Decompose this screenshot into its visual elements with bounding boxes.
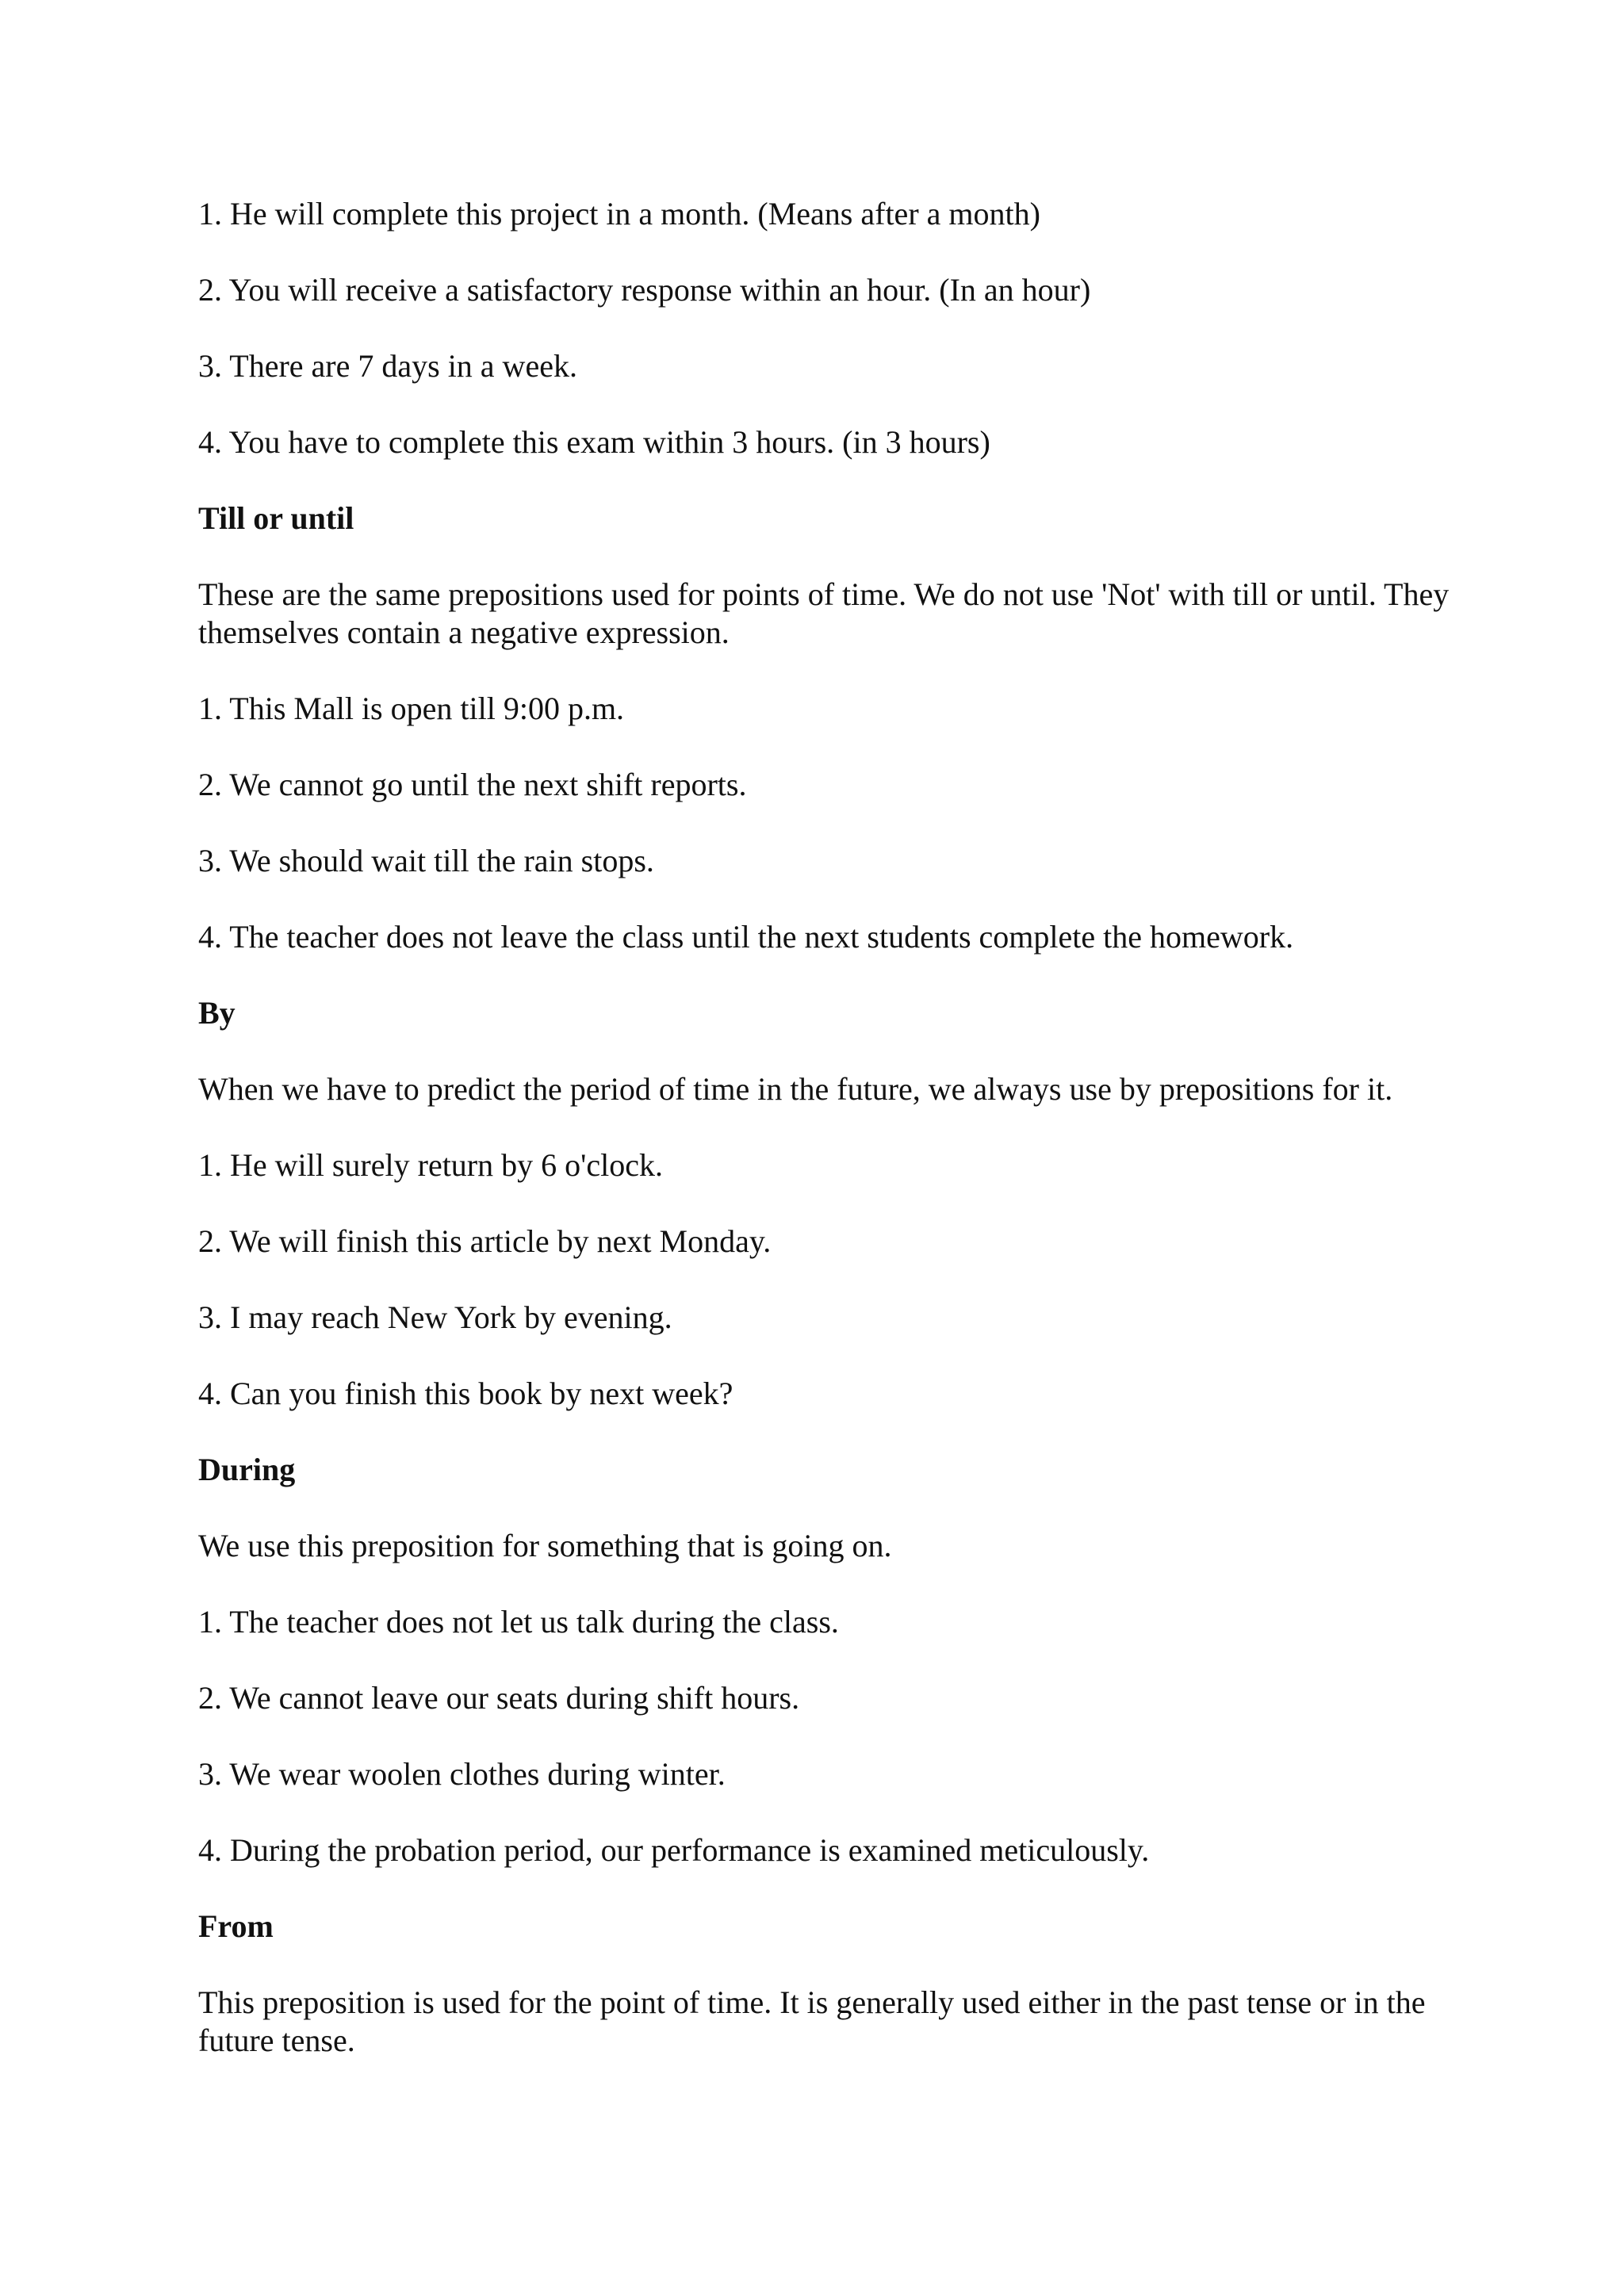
example-line: 1. He will complete this project in a month. (Means after a month): [198, 196, 1040, 232]
section-heading-till-or-until: Till or until: [198, 500, 354, 536]
example-line: 4. Can you finish this book by next week?: [198, 1376, 733, 1411]
example-line: 2. You will receive a satisfactory response within an hour. (In an hour): [198, 272, 1091, 308]
section-heading-from: From: [198, 1908, 274, 1944]
section-description: This preposition is used for the point of time. It is generally used either in the past tense or in the future tense.: [198, 1984, 1426, 2058]
example-line: 3. We should wait till the rain stops.: [198, 843, 654, 878]
example-line: 4. During the probation period, our performance is examined meticulously.: [198, 1832, 1150, 1868]
example-line: 2. We will finish this article by next Monday.: [198, 1223, 772, 1259]
section-description: These are the same prepositions used for points of time. We do not use 'Not' with till or until. They themselves contain a negative expression.: [198, 576, 1450, 650]
example-line: 4. The teacher does not leave the class until the next students complete the homework.: [198, 919, 1294, 955]
section-description: We use this preposition for something that is going on.: [198, 1528, 892, 1563]
section-heading-during: During: [198, 1452, 296, 1487]
example-line: 4. You have to complete this exam within 3 hours. (in 3 hours): [198, 424, 990, 460]
section-description: When we have to predict the period of time in the future, we always use by prepositions for it.: [198, 1071, 1393, 1107]
document-page: [198, 195, 1451, 2098]
example-line: 2. We cannot go until the next shift reports.: [198, 767, 747, 802]
example-line: 2. We cannot leave our seats during shift hours.: [198, 1680, 800, 1716]
example-line: 1. The teacher does not let us talk during the class.: [198, 1604, 839, 1640]
example-line: 3. There are 7 days in a week.: [198, 348, 577, 384]
example-line: 3. We wear woolen clothes during winter.: [198, 1756, 726, 1792]
section-heading-by: By: [198, 995, 236, 1031]
example-line: 1. This Mall is open till 9:00 p.m.: [198, 691, 625, 726]
example-line: 1. He will surely return by 6 o'clock.: [198, 1147, 663, 1183]
example-line: 3. I may reach New York by evening.: [198, 1299, 672, 1335]
